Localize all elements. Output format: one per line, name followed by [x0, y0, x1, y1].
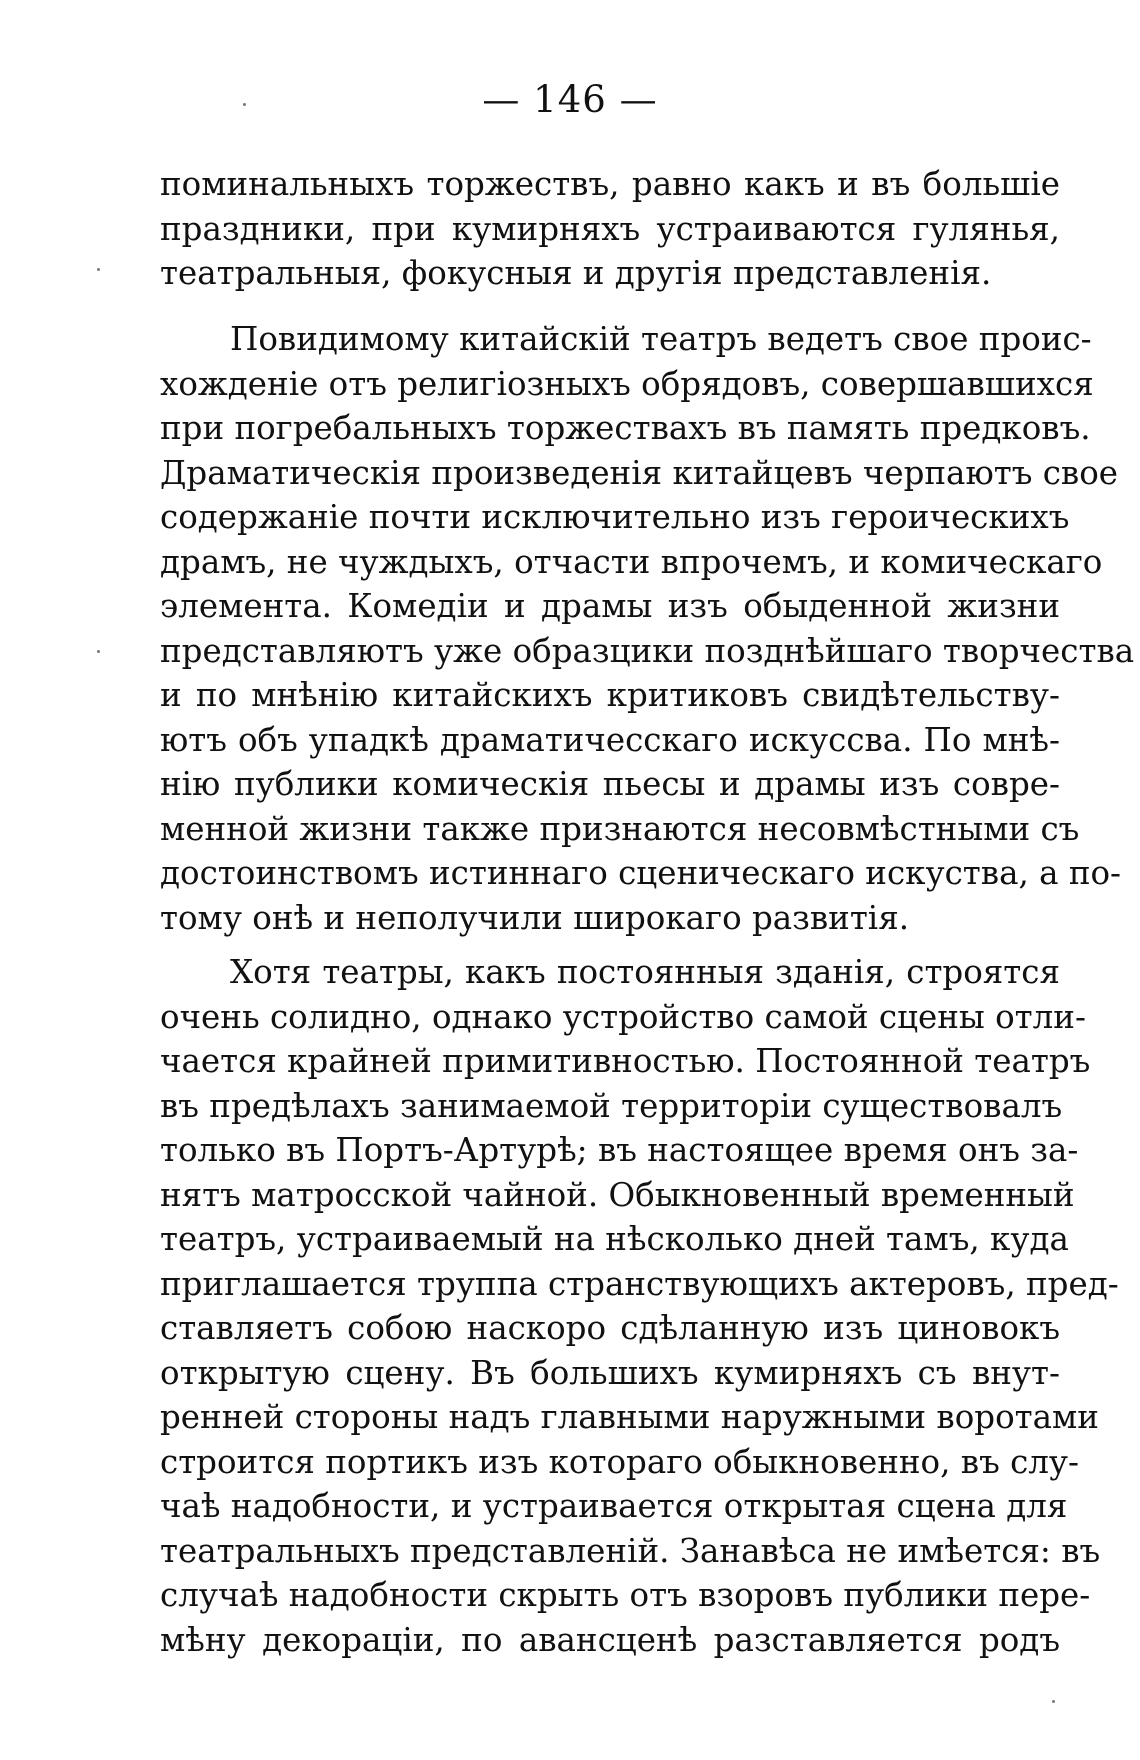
text-line: ставляетъ собою наскоро сдѣланную изъ циновокъ — [160, 1309, 1060, 1347]
text-line: содержаніе почти исключительно изъ героическихъ — [160, 498, 1070, 536]
paragraph-2 — [160, 317, 1135, 940]
scan-speck — [1052, 1700, 1055, 1703]
text-line: поминальныхъ торжествъ, равно какъ и въ большіе — [160, 165, 1060, 203]
page-number: — 146 — — [482, 78, 658, 121]
scan-speck — [243, 103, 246, 106]
text-line: нію публики комическія пьесы и драмы изъ совре- — [160, 765, 1060, 803]
text-line: чаѣ надобности, и устраивается открытая сцена для — [160, 1487, 1068, 1525]
text-line: ренней стороны надъ главными наружными воротами — [160, 1398, 1099, 1436]
text-line: тому онѣ и неполучили широкаго развитія. — [160, 898, 910, 937]
scan-speck — [97, 268, 100, 271]
text-line: нятъ матросской чайной. Обыкновенный временный — [160, 1175, 1075, 1214]
text-line: хожденіе отъ религіозныхъ обрядовъ, совершавшихся — [160, 364, 1094, 403]
text-line: открытую сцену. Въ большихъ кумирняхъ съ внут- — [160, 1353, 1060, 1392]
text-line: въ предѣлахъ занимаемой территоріи существовалъ — [160, 1086, 1063, 1125]
paragraph-1 — [160, 162, 1060, 296]
text-line: представляютъ уже образцики позднѣйшаго творчества — [160, 631, 1135, 670]
text-line: менной жизни также признаются несовмѣстными съ — [160, 809, 1080, 848]
text-line: очень солидно, однако устройство самой сцены отли- — [160, 997, 1086, 1036]
text-line: и по мнѣнію китайскихъ критиковъ свидѣтельству- — [160, 676, 1060, 714]
text-line: чается крайней примитивностью. Постоянной театръ — [160, 1042, 1091, 1080]
text-line: театральныхъ представленій. Занавѣса не имѣется: въ — [160, 1531, 1101, 1570]
text-line: ютъ объ упадкѣ драматичесскаго искусcва. По мнѣ- — [160, 720, 1060, 759]
text-line: элемента. Комедіи и драмы изъ обыденной жизни — [160, 587, 1060, 625]
text-line: Драматическія произведенія китайцевъ черпаютъ свое — [160, 453, 1119, 492]
text-line: при погребальныхъ торжествахъ въ память предковъ. — [160, 409, 1091, 447]
text-line: Хотя театры, какъ постоянныя зданія, строятся — [230, 953, 1060, 991]
text-line: театръ, устраиваемый на нѣсколько дней тамъ, куда — [160, 1220, 1069, 1258]
paragraph-3 — [160, 950, 1119, 1662]
scan-speck — [97, 650, 100, 653]
text-line: приглашается труппа странствующихъ актеровъ, пред- — [160, 1264, 1119, 1303]
text-line: драмъ, не чуждыхъ, отчасти впрочемъ, и комическаго — [160, 542, 1103, 581]
text-line: только въ Портъ-Артурѣ; въ настоящее время онъ за- — [160, 1131, 1079, 1169]
text-line: мѣну декораціи, по авансценѣ разставляется родъ — [160, 1620, 1060, 1659]
text-line: строится портикъ изъ котораго обыкновенно, въ слу- — [160, 1442, 1080, 1481]
text-line: театральныя, фокусныя и другія представленія. — [160, 254, 992, 292]
text-line: праздники, при кумирняхъ устраиваются гулянья, — [160, 209, 1060, 248]
text-line: случаѣ надобности скрыть отъ взоровъ публики пере- — [160, 1576, 1091, 1614]
text-line: достоинствомъ истиннаго сценическаго искуства, а по- — [160, 854, 1122, 892]
text-line: Повидимому китайскій театръ ведетъ свое проис- — [230, 320, 1092, 358]
